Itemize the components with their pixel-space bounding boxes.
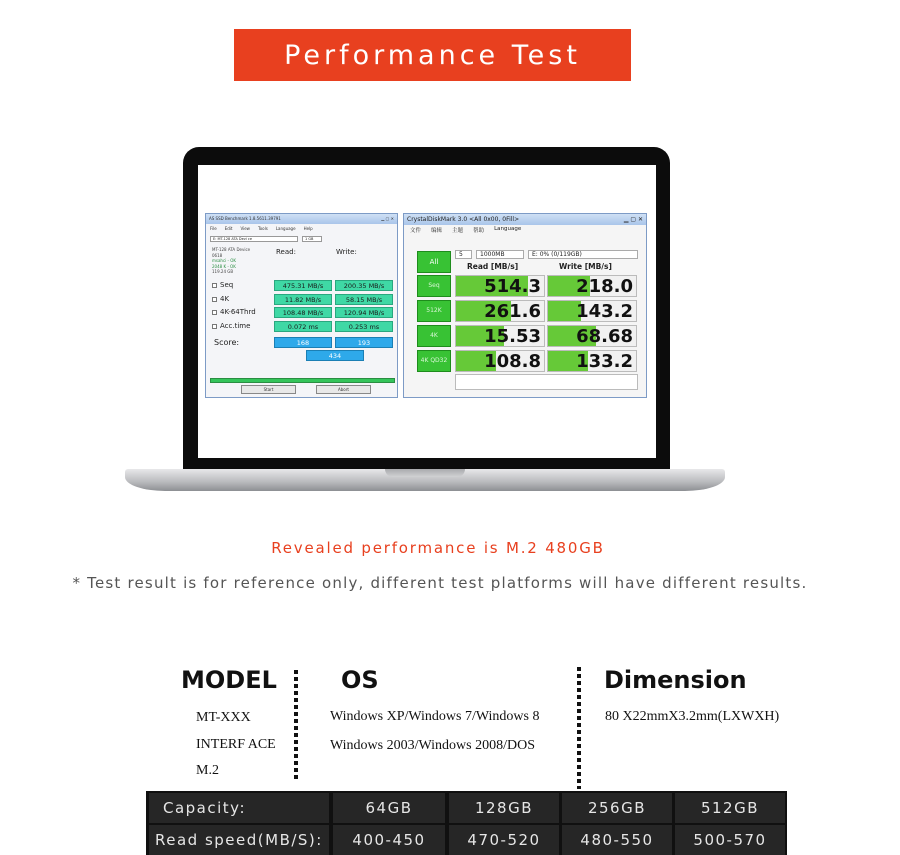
as-ssd-title: AS SSD Benchmark 1.8.5611.39791	[209, 216, 281, 221]
os-line: Windows XP/Windows 7/Windows 8	[330, 709, 540, 724]
window-controls-icon[interactable]: ▁ ▢ ✕	[623, 216, 643, 223]
drive-select[interactable]: E: 0% (0/119GB)	[528, 250, 638, 259]
test-label[interactable]: 4K	[417, 325, 451, 347]
capacity-cell: 256GB	[562, 793, 672, 823]
read-result: 261.6	[455, 300, 545, 322]
test-label[interactable]: Seq	[417, 275, 451, 297]
checkbox-icon[interactable]	[212, 283, 217, 288]
drive-info-line: msahci - OK	[212, 258, 237, 263]
write-header: Write:	[336, 248, 357, 256]
cdm-menu-file[interactable]: 文件	[410, 228, 422, 234]
seq-write-value: 200.35 MB/s	[335, 280, 393, 291]
read-result: 108.8	[455, 350, 545, 372]
os-title: OS	[341, 666, 379, 694]
cdm-menu-edit[interactable]: 编辑	[431, 228, 443, 234]
spec-table	[146, 791, 787, 855]
read-speed-cell: 400-450	[333, 825, 445, 855]
score-write: 193	[335, 337, 393, 348]
test-label[interactable]: 512K	[417, 300, 451, 322]
read-speed-cell: 500-570	[675, 825, 785, 855]
drive-info	[212, 247, 250, 275]
start-button[interactable]: Start	[241, 385, 296, 394]
menu-help[interactable]: Help	[303, 226, 313, 231]
drive-info-line: 0618	[212, 252, 223, 258]
dimension-title: Dimension	[604, 666, 747, 694]
performance-test-banner: Performance Test	[234, 29, 631, 81]
acc-read-value: 0.072 ms	[274, 321, 332, 332]
4k64-read-value: 108.48 MB/s	[274, 307, 332, 318]
crystaldiskmark-window	[403, 213, 647, 398]
test-label[interactable]: 4K QD32	[417, 350, 451, 372]
as-ssd-titlebar	[206, 214, 397, 224]
cdm-title: CrystalDiskMark 3.0 <All 0x00, 0Fill>	[407, 216, 520, 223]
cdm-menu-language[interactable]: Language	[494, 226, 522, 232]
revealed-performance: Revealed performance is M.2 480GB	[271, 539, 605, 557]
cdm-menu-help[interactable]: 帮助	[473, 228, 485, 234]
drive-info-line: 2048 K - OK	[212, 263, 236, 269]
4k-write-value: 58.15 MB/s	[335, 294, 393, 305]
row-seq-label: Seq	[212, 281, 233, 289]
write-result: 143.2	[547, 300, 637, 322]
menu-view[interactable]: View	[240, 226, 250, 231]
menu-tools[interactable]: Tools	[257, 226, 268, 231]
column-divider	[294, 670, 298, 782]
model-line: MT-XXX	[196, 710, 251, 725]
row-4k-label: 4K	[212, 295, 229, 303]
status-bar	[455, 374, 638, 390]
row-4k64-label: 4K-64Thrd	[212, 308, 256, 316]
os-line: Windows 2003/Windows 2008/DOS	[330, 738, 535, 753]
read-result: 514.3	[455, 275, 545, 297]
read-result: 15.53	[455, 325, 545, 347]
write-result: 68.68	[547, 325, 637, 347]
drive-select[interactable]: E: MT-128 ATA Devi ce	[210, 236, 298, 242]
read-speed-label: Read speed(MB/S):	[149, 825, 329, 855]
menu-file[interactable]: File	[210, 226, 217, 231]
write-header: Write [MB/s]	[559, 262, 612, 271]
read-speed-cell: 480-550	[562, 825, 672, 855]
abort-button[interactable]: Abort	[316, 385, 371, 394]
write-result: 218.0	[547, 275, 637, 297]
score-read: 168	[274, 337, 332, 348]
read-header: Read [MB/s]	[467, 262, 519, 271]
cdm-menu-theme[interactable]: 主题	[452, 228, 464, 234]
menu-language[interactable]: Language	[275, 226, 296, 231]
read-header: Read:	[276, 248, 296, 256]
column-divider	[577, 667, 581, 789]
model-line: M.2	[196, 763, 219, 778]
drive-info-line: 119.24 GB	[212, 269, 234, 274]
capacity-cell: 64GB	[333, 793, 445, 823]
seq-read-value: 475.31 MB/s	[274, 280, 332, 291]
window-controls-icon[interactable]: ▁ ▢ ✕	[381, 216, 394, 221]
write-result: 133.2	[547, 350, 637, 372]
menu-edit[interactable]: Edit	[224, 226, 233, 231]
capacity-label: Capacity:	[149, 793, 329, 823]
all-button[interactable]: All	[417, 251, 451, 273]
progress-bar	[210, 378, 395, 383]
4k64-write-value: 120.94 MB/s	[335, 307, 393, 318]
score-label: Score:	[214, 338, 240, 347]
capacity-cell: 512GB	[675, 793, 785, 823]
acc-write-value: 0.253 ms	[335, 321, 393, 332]
dimension-line: 80 X22mmX3.2mm(LXWXH)	[605, 709, 780, 724]
cdm-menu	[404, 225, 646, 233]
model-line: INTERF ACE	[196, 737, 276, 752]
row-acc-label: Acc.time	[212, 322, 250, 330]
checkbox-icon[interactable]	[212, 310, 217, 315]
as-ssd-menu	[206, 224, 397, 232]
capacity-cell: 128GB	[449, 793, 559, 823]
cdm-titlebar	[404, 214, 646, 225]
count-select[interactable]: 5	[455, 250, 472, 259]
4k-read-value: 11.82 MB/s	[274, 294, 332, 305]
disclaimer-note: * Test result is for reference only, different test platforms will have different results.	[72, 574, 808, 592]
size-select[interactable]: 1000MB	[476, 250, 524, 259]
checkbox-icon[interactable]	[212, 324, 217, 329]
model-title: MODEL	[181, 666, 277, 694]
as-ssd-window	[205, 213, 398, 398]
size-select[interactable]: 1 GB	[302, 236, 322, 242]
read-speed-cell: 470-520	[449, 825, 559, 855]
laptop-notch	[385, 469, 465, 477]
checkbox-icon[interactable]	[212, 297, 217, 302]
drive-info-line: MT-128 ATA Device	[212, 247, 251, 252]
score-total: 434	[306, 350, 364, 361]
